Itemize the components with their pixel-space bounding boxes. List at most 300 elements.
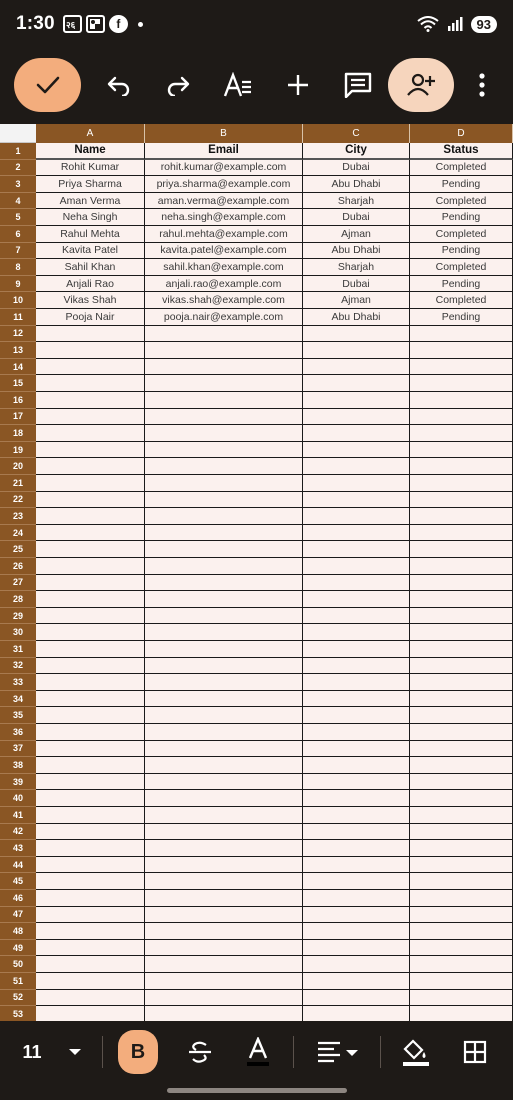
table-cell[interactable]: Ajman — [303, 292, 410, 309]
table-cell[interactable] — [145, 790, 303, 807]
table-cell[interactable] — [145, 624, 303, 641]
table-cell[interactable]: Pending — [410, 209, 513, 226]
row-number[interactable]: 44 — [0, 857, 36, 874]
table-cell[interactable] — [36, 392, 145, 409]
table-cell[interactable] — [303, 774, 410, 791]
row-number[interactable]: 12 — [0, 326, 36, 343]
row-number[interactable]: 39 — [0, 774, 36, 791]
table-cell[interactable]: Pending — [410, 176, 513, 193]
table-cell[interactable] — [410, 409, 513, 426]
table-cell[interactable] — [410, 525, 513, 542]
column-header-d[interactable]: D — [410, 124, 513, 143]
table-cell[interactable] — [145, 807, 303, 824]
table-cell[interactable] — [145, 691, 303, 708]
table-cell[interactable] — [303, 790, 410, 807]
row-number[interactable]: 36 — [0, 724, 36, 741]
table-cell[interactable]: Vikas Shah — [36, 292, 145, 309]
table-cell[interactable] — [145, 492, 303, 509]
table-cell[interactable]: anjali.rao@example.com — [145, 276, 303, 293]
row-number[interactable]: 6 — [0, 226, 36, 243]
table-cell[interactable] — [410, 990, 513, 1007]
table-cell[interactable] — [410, 608, 513, 625]
table-cell[interactable]: Completed — [410, 193, 513, 210]
table-cell[interactable] — [36, 790, 145, 807]
table-cell[interactable] — [145, 940, 303, 957]
comment-button[interactable] — [337, 64, 379, 106]
table-cell[interactable]: Aman Verma — [36, 193, 145, 210]
row-number[interactable]: 41 — [0, 807, 36, 824]
table-cell[interactable] — [303, 608, 410, 625]
table-cell[interactable] — [36, 492, 145, 509]
table-cell[interactable] — [303, 691, 410, 708]
table-cell[interactable] — [410, 359, 513, 376]
table-cell[interactable] — [303, 890, 410, 907]
table-cell[interactable] — [145, 641, 303, 658]
row-number[interactable]: 48 — [0, 923, 36, 940]
table-cell[interactable] — [145, 575, 303, 592]
table-cell[interactable] — [36, 658, 145, 675]
table-cell[interactable] — [36, 840, 145, 857]
table-cell[interactable] — [36, 890, 145, 907]
divider — [380, 1036, 381, 1068]
row-number[interactable]: 34 — [0, 691, 36, 708]
select-all-corner[interactable] — [0, 124, 36, 143]
table-cell[interactable] — [410, 890, 513, 907]
row-number[interactable]: 32 — [0, 658, 36, 675]
table-cell[interactable] — [410, 741, 513, 758]
table-cell[interactable] — [36, 608, 145, 625]
table-cell[interactable] — [303, 425, 410, 442]
table-cell[interactable] — [303, 375, 410, 392]
row-number[interactable]: 8 — [0, 259, 36, 276]
table-cell[interactable] — [145, 591, 303, 608]
table-cell[interactable] — [410, 707, 513, 724]
table-cell[interactable]: aman.verma@example.com — [145, 193, 303, 210]
table-cell[interactable] — [36, 857, 145, 874]
row-number[interactable]: 10 — [0, 292, 36, 309]
table-cell[interactable] — [303, 492, 410, 509]
table-cell[interactable]: sahil.khan@example.com — [145, 259, 303, 276]
table-cell[interactable] — [303, 1006, 410, 1021]
strikethrough-button[interactable] — [180, 1030, 220, 1074]
row-number[interactable]: 29 — [0, 608, 36, 625]
row-number[interactable]: 16 — [0, 392, 36, 409]
table-cell[interactable]: Pending — [410, 309, 513, 326]
row-number[interactable]: 17 — [0, 409, 36, 426]
table-cell[interactable]: Dubai — [303, 209, 410, 226]
table-cell[interactable] — [410, 674, 513, 691]
table-cell[interactable] — [36, 741, 145, 758]
table-cell[interactable] — [410, 691, 513, 708]
table-cell[interactable] — [410, 425, 513, 442]
table-cell[interactable] — [145, 541, 303, 558]
table-cell[interactable] — [145, 774, 303, 791]
table-cell[interactable] — [303, 674, 410, 691]
table-cell[interactable]: Anjali Rao — [36, 276, 145, 293]
row-number[interactable]: 25 — [0, 541, 36, 558]
table-cell[interactable] — [36, 326, 145, 343]
table-cell[interactable] — [410, 857, 513, 874]
table-cell[interactable]: rohit.kumar@example.com — [145, 160, 303, 177]
column-header-a[interactable]: A — [36, 124, 145, 143]
redo-button[interactable] — [157, 64, 199, 106]
table-row — [0, 840, 513, 857]
table-row — [0, 176, 513, 193]
table-cell[interactable] — [145, 741, 303, 758]
table-cell[interactable]: Abu Dhabi — [303, 176, 410, 193]
row-number[interactable]: 14 — [0, 359, 36, 376]
row-number[interactable]: 43 — [0, 840, 36, 857]
table-cell[interactable] — [36, 342, 145, 359]
table-cell[interactable] — [410, 724, 513, 741]
table-cell[interactable] — [145, 857, 303, 874]
row-number[interactable]: 27 — [0, 575, 36, 592]
table-cell[interactable] — [36, 1006, 145, 1021]
table-cell[interactable] — [36, 990, 145, 1007]
row-number[interactable]: 19 — [0, 442, 36, 459]
text-format-button[interactable] — [217, 64, 259, 106]
table-cell[interactable] — [145, 458, 303, 475]
table-cell[interactable] — [303, 857, 410, 874]
table-cell[interactable] — [303, 824, 410, 841]
table-cell[interactable] — [303, 508, 410, 525]
row-number[interactable]: 3 — [0, 176, 36, 193]
table-cell[interactable] — [410, 591, 513, 608]
table-cell[interactable] — [36, 409, 145, 426]
dropdown-arrow-icon — [68, 1048, 82, 1056]
table-cell[interactable] — [303, 940, 410, 957]
row-number[interactable]: 42 — [0, 824, 36, 841]
table-cell[interactable] — [303, 840, 410, 857]
divider — [102, 1036, 103, 1068]
table-cell[interactable] — [410, 326, 513, 343]
row-number[interactable]: 52 — [0, 990, 36, 1007]
share-add-person-button[interactable] — [388, 58, 454, 112]
table-cell[interactable]: Completed — [410, 292, 513, 309]
table-cell[interactable]: Sharjah — [303, 259, 410, 276]
table-cell[interactable] — [410, 392, 513, 409]
table-cell[interactable] — [36, 442, 145, 459]
table-cell[interactable] — [36, 641, 145, 658]
row-number[interactable]: 20 — [0, 458, 36, 475]
table-cell[interactable] — [303, 525, 410, 542]
borders-button[interactable] — [455, 1030, 495, 1074]
table-cell[interactable] — [145, 840, 303, 857]
table-cell[interactable] — [36, 475, 145, 492]
table-cell[interactable] — [36, 541, 145, 558]
bold-button[interactable]: B — [118, 1030, 158, 1074]
table-cell[interactable] — [303, 442, 410, 459]
table-cell[interactable]: Neha Singh — [36, 209, 145, 226]
table-cell[interactable] — [145, 873, 303, 890]
table-cell[interactable] — [303, 458, 410, 475]
row-number[interactable]: 22 — [0, 492, 36, 509]
table-cell[interactable] — [36, 624, 145, 641]
table-row — [0, 774, 513, 791]
row-number[interactable]: 26 — [0, 558, 36, 575]
table-cell[interactable]: Pending — [410, 243, 513, 260]
table-row — [0, 641, 513, 658]
row-number[interactable]: 30 — [0, 624, 36, 641]
row-number[interactable]: 28 — [0, 591, 36, 608]
row-number[interactable]: 4 — [0, 193, 36, 210]
table-cell[interactable] — [410, 492, 513, 509]
table-cell[interactable]: Pooja Nair — [36, 309, 145, 326]
row-number[interactable]: 53 — [0, 1006, 36, 1021]
table-cell[interactable] — [410, 807, 513, 824]
table-cell[interactable] — [410, 658, 513, 675]
table-cell[interactable] — [410, 624, 513, 641]
table-cell[interactable] — [303, 923, 410, 940]
table-cell[interactable] — [36, 508, 145, 525]
table-cell[interactable] — [145, 724, 303, 741]
table-cell[interactable] — [410, 1006, 513, 1021]
table-cell[interactable] — [303, 475, 410, 492]
table-cell[interactable] — [36, 973, 145, 990]
table-cell[interactable] — [410, 575, 513, 592]
table-cell[interactable]: kavita.patel@example.com — [145, 243, 303, 260]
row-number[interactable]: 35 — [0, 707, 36, 724]
table-cell[interactable] — [36, 359, 145, 376]
table-cell[interactable] — [36, 375, 145, 392]
font-size-dropdown[interactable] — [62, 1030, 88, 1074]
table-cell[interactable] — [36, 956, 145, 973]
table-cell[interactable] — [36, 940, 145, 957]
table-cell[interactable] — [145, 1006, 303, 1021]
table-cell[interactable] — [145, 425, 303, 442]
row-number[interactable]: 15 — [0, 375, 36, 392]
table-cell[interactable] — [36, 724, 145, 741]
table-cell[interactable] — [145, 907, 303, 924]
table-cell[interactable] — [36, 575, 145, 592]
table-cell[interactable]: Sahil Khan — [36, 259, 145, 276]
insert-button[interactable] — [277, 64, 319, 106]
table-cell[interactable]: Rohit Kumar — [36, 160, 145, 177]
table-cell[interactable] — [303, 409, 410, 426]
table-cell[interactable] — [36, 774, 145, 791]
table-cell[interactable] — [410, 940, 513, 957]
row-number[interactable]: 5 — [0, 209, 36, 226]
table-cell[interactable]: Abu Dhabi — [303, 309, 410, 326]
table-cell[interactable] — [410, 774, 513, 791]
table-row — [0, 790, 513, 807]
table-cell[interactable] — [303, 575, 410, 592]
table-cell[interactable] — [303, 757, 410, 774]
table-cell[interactable] — [410, 790, 513, 807]
row-number[interactable]: 38 — [0, 757, 36, 774]
table-cell[interactable] — [145, 342, 303, 359]
table-cell[interactable] — [303, 907, 410, 924]
table-cell[interactable] — [36, 824, 145, 841]
table-cell[interactable] — [410, 923, 513, 940]
table-cell[interactable] — [36, 525, 145, 542]
table-cell[interactable] — [36, 757, 145, 774]
table-cell[interactable] — [145, 658, 303, 675]
table-cell[interactable] — [145, 956, 303, 973]
spreadsheet-grid[interactable] — [0, 124, 513, 1021]
table-row — [0, 658, 513, 675]
table-cell[interactable] — [145, 707, 303, 724]
table-cell[interactable] — [36, 591, 145, 608]
row-number[interactable]: 1 — [0, 143, 36, 160]
table-cell[interactable] — [145, 990, 303, 1007]
row-number[interactable]: 45 — [0, 873, 36, 890]
row-number[interactable]: 21 — [0, 475, 36, 492]
check-icon — [35, 75, 61, 95]
table-cell[interactable]: Rahul Mehta — [36, 226, 145, 243]
table-cell[interactable]: Abu Dhabi — [303, 243, 410, 260]
table-cell[interactable] — [145, 326, 303, 343]
more-options-button[interactable] — [462, 64, 502, 106]
table-cell[interactable] — [410, 907, 513, 924]
text-color-button[interactable] — [238, 1030, 278, 1074]
table-cell[interactable] — [36, 807, 145, 824]
table-cell[interactable] — [36, 674, 145, 691]
table-cell[interactable] — [303, 558, 410, 575]
table-cell[interactable] — [410, 824, 513, 841]
table-cell[interactable] — [303, 624, 410, 641]
table-cell[interactable] — [145, 674, 303, 691]
row-number[interactable]: 2 — [0, 160, 36, 177]
undo-button[interactable] — [98, 64, 140, 106]
column-header-c[interactable]: C — [303, 124, 410, 143]
table-cell[interactable] — [303, 342, 410, 359]
table-cell[interactable]: Completed — [410, 160, 513, 177]
table-cell[interactable]: priya.sharma@example.com — [145, 176, 303, 193]
table-cell[interactable] — [303, 707, 410, 724]
table-cell[interactable] — [145, 525, 303, 542]
table-cell[interactable] — [410, 541, 513, 558]
row-number[interactable]: 11 — [0, 309, 36, 326]
table-cell[interactable] — [36, 923, 145, 940]
divider — [293, 1036, 294, 1068]
table-cell[interactable] — [303, 359, 410, 376]
table-cell[interactable] — [410, 458, 513, 475]
table-cell[interactable] — [36, 425, 145, 442]
table-cell[interactable] — [303, 591, 410, 608]
table-cell[interactable] — [303, 392, 410, 409]
row-number[interactable]: 40 — [0, 790, 36, 807]
table-cell[interactable] — [303, 956, 410, 973]
table-cell[interactable]: Kavita Patel — [36, 243, 145, 260]
home-indicator[interactable] — [167, 1088, 347, 1093]
table-cell[interactable] — [410, 508, 513, 525]
table-cell[interactable]: Dubai — [303, 160, 410, 177]
row-number[interactable]: 37 — [0, 741, 36, 758]
table-cell[interactable] — [36, 691, 145, 708]
table-cell[interactable]: Pending — [410, 276, 513, 293]
row-number[interactable]: 18 — [0, 425, 36, 442]
table-cell[interactable]: Priya Sharma — [36, 176, 145, 193]
table-cell[interactable] — [303, 973, 410, 990]
header-cell[interactable]: Name — [36, 143, 145, 160]
table-cell[interactable]: neha.singh@example.com — [145, 209, 303, 226]
row-number[interactable]: 13 — [0, 342, 36, 359]
table-cell[interactable] — [410, 956, 513, 973]
table-cell[interactable] — [145, 508, 303, 525]
table-cell[interactable] — [36, 558, 145, 575]
row-number[interactable]: 47 — [0, 907, 36, 924]
row-number[interactable]: 24 — [0, 525, 36, 542]
header-cell[interactable]: City — [303, 143, 410, 160]
table-cell[interactable] — [410, 475, 513, 492]
row-number[interactable]: 50 — [0, 956, 36, 973]
table-cell[interactable] — [145, 608, 303, 625]
table-cell[interactable] — [303, 873, 410, 890]
table-cell[interactable] — [145, 923, 303, 940]
table-row — [0, 857, 513, 874]
row-number[interactable]: 31 — [0, 641, 36, 658]
table-cell[interactable] — [36, 458, 145, 475]
table-cell[interactable]: rahul.mehta@example.com — [145, 226, 303, 243]
table-cell[interactable] — [303, 807, 410, 824]
table-cell[interactable] — [145, 558, 303, 575]
header-cell[interactable]: Email — [145, 143, 303, 160]
table-cell[interactable] — [145, 757, 303, 774]
fill-color-button[interactable] — [396, 1030, 436, 1074]
row-number[interactable]: 9 — [0, 276, 36, 293]
table-cell[interactable] — [303, 990, 410, 1007]
table-cell[interactable] — [145, 359, 303, 376]
align-button[interactable] — [314, 1030, 360, 1074]
table-cell[interactable] — [410, 973, 513, 990]
row-number[interactable]: 46 — [0, 890, 36, 907]
table-cell[interactable]: pooja.nair@example.com — [145, 309, 303, 326]
header-cell[interactable]: Status — [410, 143, 513, 160]
table-cell[interactable]: Sharjah — [303, 193, 410, 210]
table-cell[interactable] — [410, 442, 513, 459]
table-cell[interactable] — [303, 724, 410, 741]
table-cell[interactable]: Completed — [410, 226, 513, 243]
table-cell[interactable] — [145, 392, 303, 409]
table-cell[interactable] — [36, 907, 145, 924]
table-cell[interactable]: Ajman — [303, 226, 410, 243]
font-size-value[interactable]: 11 — [22, 1041, 42, 1062]
table-cell[interactable] — [145, 973, 303, 990]
table-cell[interactable] — [410, 375, 513, 392]
confirm-button[interactable] — [14, 58, 81, 112]
row-number[interactable]: 51 — [0, 973, 36, 990]
table-cell[interactable] — [410, 840, 513, 857]
table-cell[interactable] — [303, 658, 410, 675]
row-number[interactable]: 7 — [0, 243, 36, 260]
table-cell[interactable] — [410, 558, 513, 575]
column-header-b[interactable]: B — [145, 124, 303, 143]
table-cell[interactable] — [303, 741, 410, 758]
table-cell[interactable] — [36, 873, 145, 890]
table-cell[interactable] — [145, 409, 303, 426]
table-cell[interactable]: vikas.shah@example.com — [145, 292, 303, 309]
table-cell[interactable]: Dubai — [303, 276, 410, 293]
table-cell[interactable] — [145, 475, 303, 492]
table-cell[interactable] — [36, 707, 145, 724]
table-cell[interactable] — [303, 641, 410, 658]
table-cell[interactable]: Completed — [410, 259, 513, 276]
table-cell[interactable] — [303, 326, 410, 343]
table-cell[interactable] — [410, 342, 513, 359]
row-number[interactable]: 49 — [0, 940, 36, 957]
table-cell[interactable] — [410, 641, 513, 658]
table-cell[interactable] — [145, 824, 303, 841]
table-cell[interactable] — [410, 873, 513, 890]
table-cell[interactable] — [303, 541, 410, 558]
table-cell[interactable] — [410, 757, 513, 774]
table-cell[interactable] — [145, 442, 303, 459]
row-number[interactable]: 33 — [0, 674, 36, 691]
table-cell[interactable] — [145, 890, 303, 907]
table-cell[interactable] — [145, 375, 303, 392]
row-number[interactable]: 23 — [0, 508, 36, 525]
